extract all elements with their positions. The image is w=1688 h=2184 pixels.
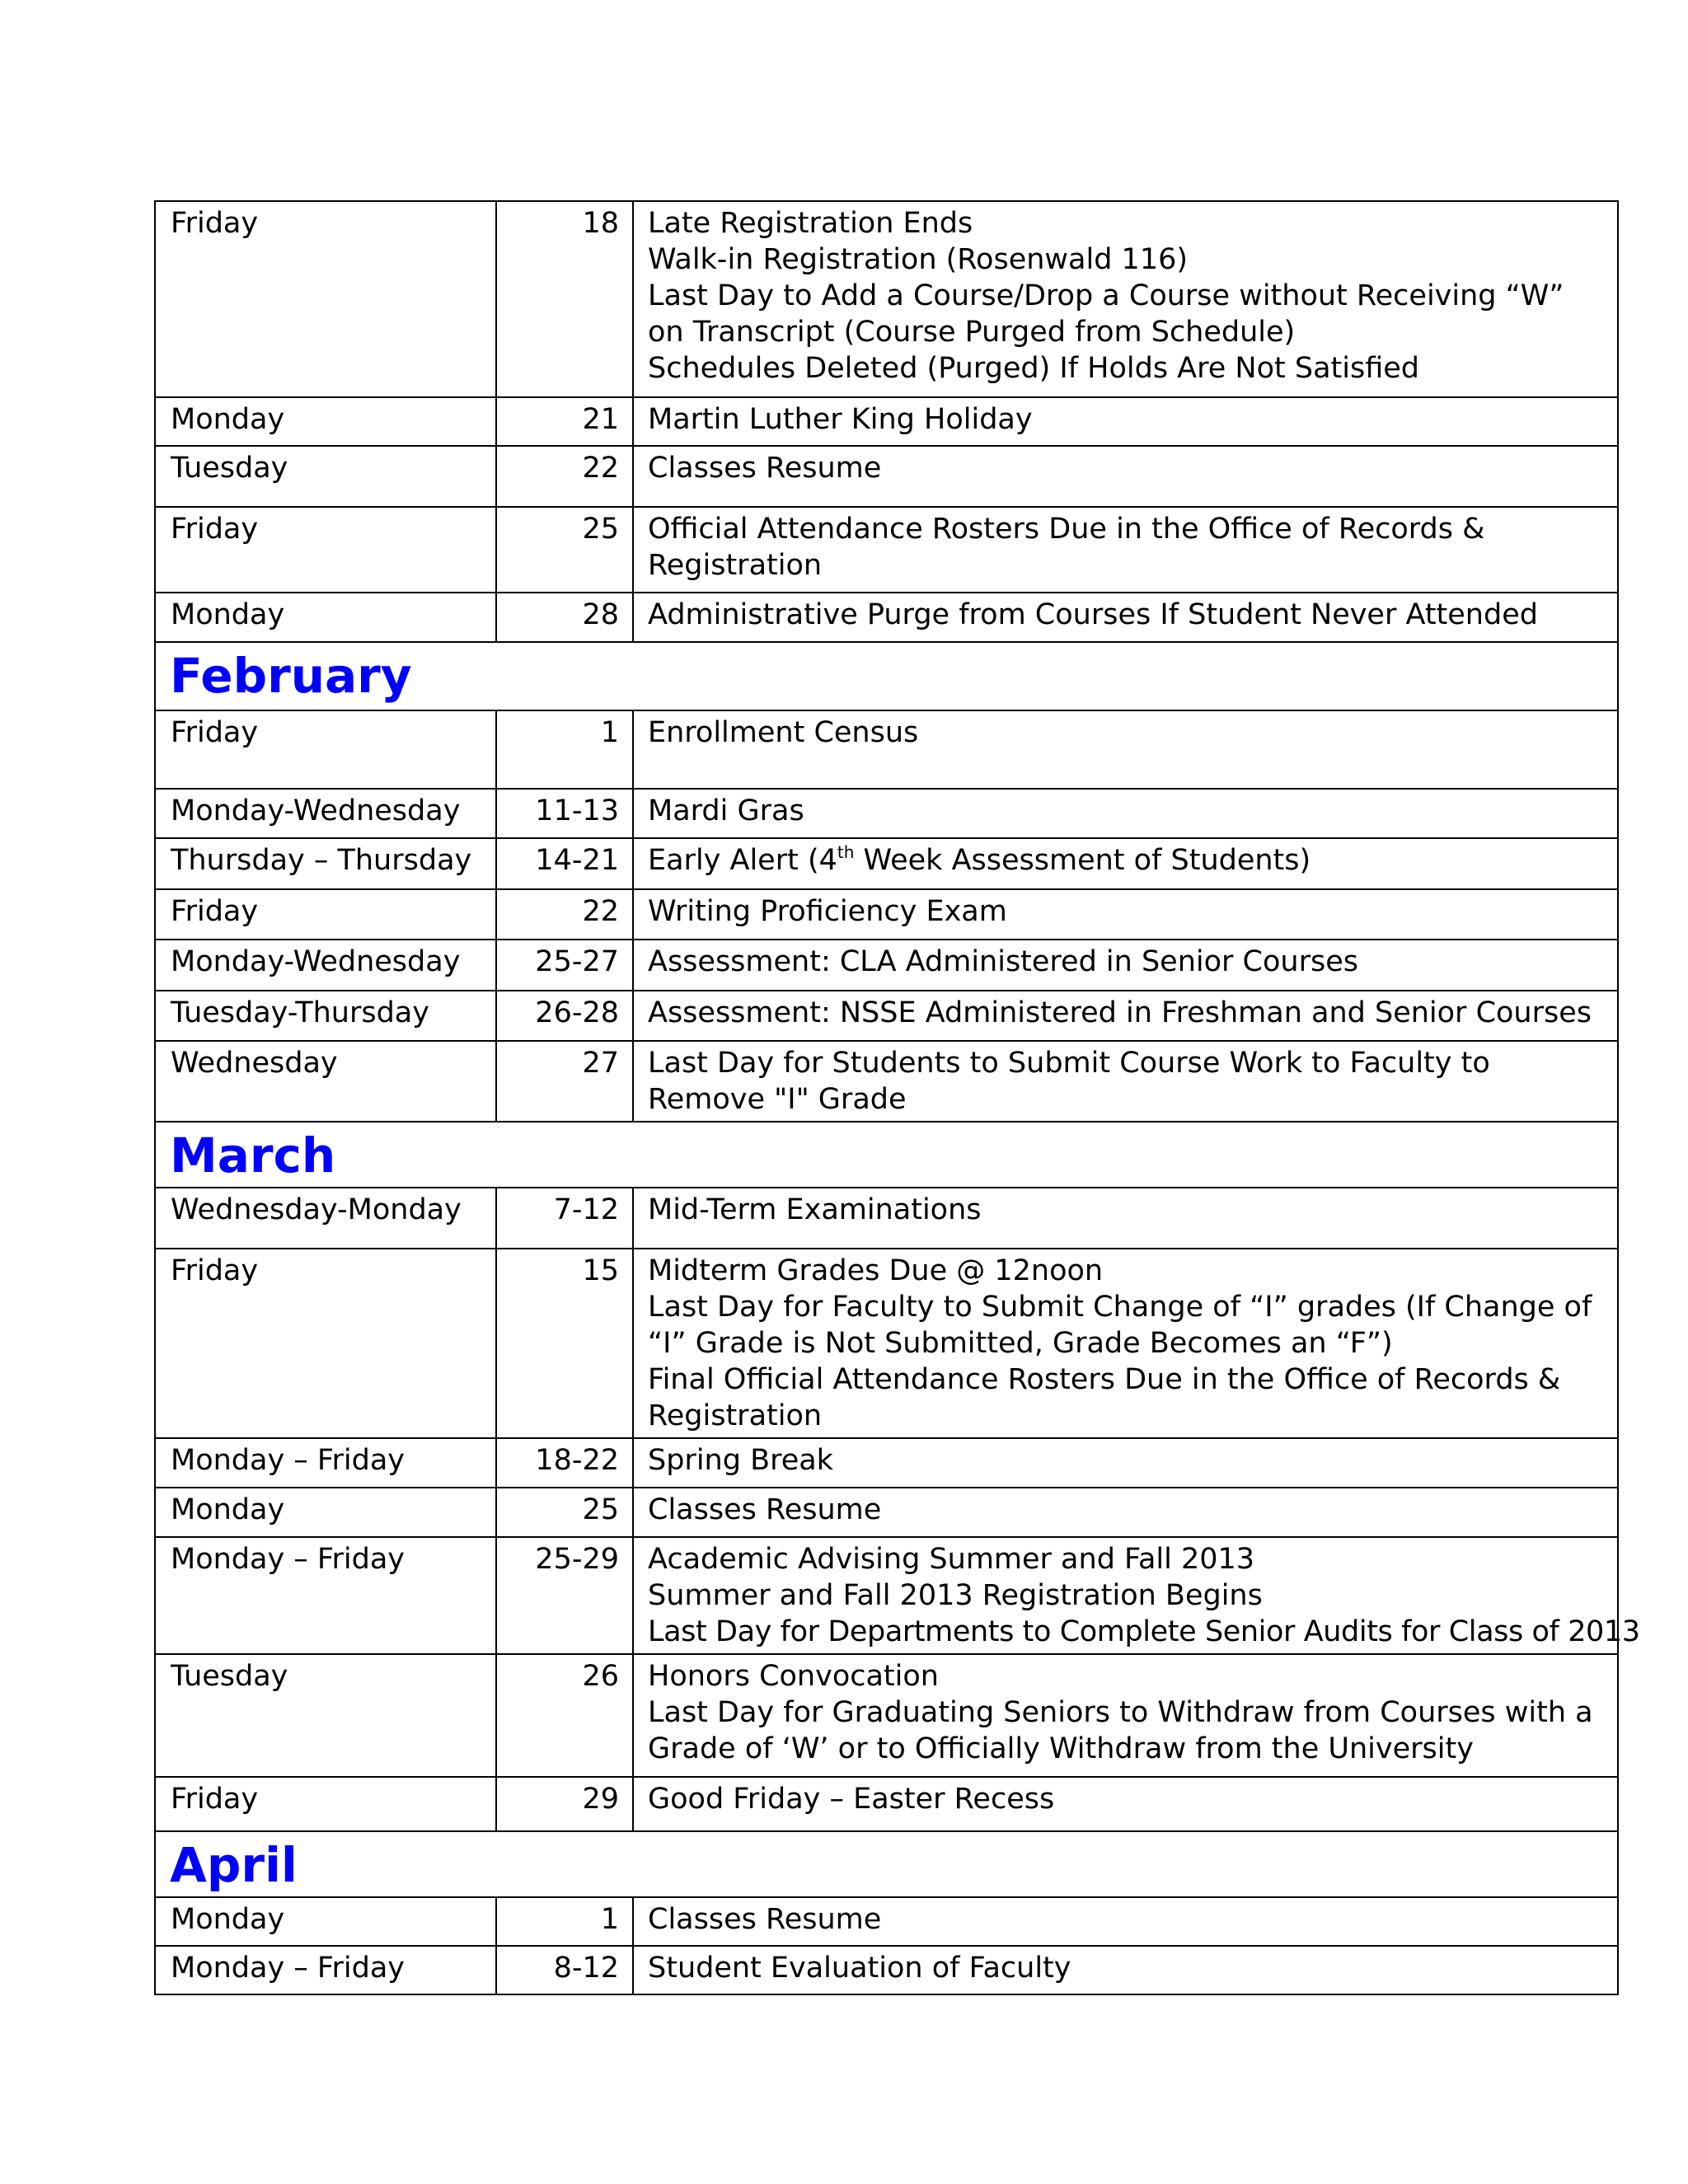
event-text: Assessment: CLA Administered in Senior Courses: [648, 945, 1358, 978]
date-cell: 18-22: [496, 1438, 633, 1488]
day-cell: Monday: [155, 1897, 496, 1946]
table-row: [155, 710, 1618, 789]
table-row: [155, 1897, 1618, 1946]
event-text: Final Official Attendance Rosters Due in the Office of Records & Registration: [648, 1363, 1561, 1432]
date-cell: 1: [496, 1897, 633, 1946]
date-cell: 8-12: [496, 1946, 633, 1994]
event-text: Schedules Deleted (Purged) If Holds Are Not Satisfied: [648, 352, 1419, 385]
day-cell: Wednesday: [155, 1041, 496, 1122]
event-text: Official Attendance Rosters Due in the Office of Records & Registration: [648, 513, 1485, 582]
table-row: [155, 1488, 1618, 1537]
table-row: [155, 1438, 1618, 1488]
table-row: [155, 1041, 1618, 1122]
event-text: Classes Resume: [648, 452, 882, 485]
table-row: [155, 397, 1618, 446]
date-cell: 1: [496, 710, 633, 789]
event-cell: [633, 1946, 1618, 1994]
event-cell: [633, 1537, 1640, 1654]
event-cell: [633, 1249, 1618, 1438]
table-row: [155, 201, 1618, 397]
day-cell: Monday: [155, 397, 496, 446]
event-text: Honors Convocation: [648, 1660, 939, 1693]
event-cell: [633, 397, 1618, 446]
date-cell: 26: [496, 1654, 633, 1777]
table-row: [155, 1777, 1618, 1831]
day-cell: Monday – Friday: [155, 1946, 496, 1994]
event-cell: [633, 991, 1618, 1041]
date-cell: 14-21: [496, 838, 633, 889]
event-text: Administrative Purge from Courses If Student Never Attended: [648, 598, 1538, 631]
event-text: Last Day for Graduating Seniors to Withdraw from Courses with a Grade of ‘W’ or to Officially Withdraw from the University: [648, 1696, 1593, 1765]
day-cell: Monday: [155, 1488, 496, 1537]
table-row: [155, 446, 1618, 507]
event-cell: [633, 940, 1618, 991]
month-header-cell: [155, 1831, 1618, 1897]
date-cell: 25: [496, 1488, 633, 1537]
event-text: Academic Advising Summer and Fall 2013: [648, 1543, 1255, 1576]
event-text-suffix: Week Assessment of Students): [854, 844, 1311, 877]
day-cell: Tuesday: [155, 1654, 496, 1777]
event-text: Last Day for Departments to Complete Senior Audits for Class of 2013: [648, 1615, 1640, 1648]
event-text: Student Evaluation of Faculty: [648, 1952, 1071, 1985]
event-text: Assessment: NSSE Administered in Freshman and Senior Courses: [648, 996, 1592, 1029]
event-text: Mid-Term Examinations: [648, 1193, 982, 1226]
day-cell: Friday: [155, 1249, 496, 1438]
event-cell: [633, 201, 1618, 397]
day-cell: Friday: [155, 889, 496, 940]
month-heading-february: February: [170, 648, 412, 704]
date-cell: 25-29: [496, 1537, 633, 1654]
event-cell: [633, 593, 1618, 642]
date-cell: 27: [496, 1041, 633, 1122]
date-cell: 7-12: [496, 1188, 633, 1249]
day-cell: Thursday – Thursday: [155, 838, 496, 889]
day-cell: Monday-Wednesday: [155, 940, 496, 991]
day-cell: Monday – Friday: [155, 1438, 496, 1488]
table-row: [155, 889, 1618, 940]
event-text: Good Friday – Easter Recess: [648, 1783, 1055, 1816]
table-row: [155, 940, 1618, 991]
day-cell: Monday-Wednesday: [155, 789, 496, 838]
table-row: [155, 1654, 1618, 1777]
table-row: [155, 1249, 1618, 1438]
table-row: [155, 789, 1618, 838]
event-cell: [633, 1438, 1618, 1488]
event-cell: [633, 889, 1618, 940]
event-text: Enrollment Census: [648, 716, 919, 749]
table-row: [155, 593, 1618, 642]
academic-calendar-table: [154, 200, 1640, 1995]
event-text: Classes Resume: [648, 1903, 882, 1936]
date-cell: 25: [496, 507, 633, 593]
month-header-cell: [155, 1122, 1618, 1188]
event-text-prefix: Early Alert (4: [648, 844, 837, 877]
ordinal-superscript: th: [837, 842, 855, 862]
day-cell: Friday: [155, 201, 496, 397]
month-heading-march: March: [170, 1127, 336, 1183]
event-text: Midterm Grades Due @ 12noon: [648, 1254, 1104, 1287]
day-cell: Friday: [155, 1777, 496, 1831]
event-text: Martin Luther King Holiday: [648, 403, 1033, 436]
event-cell: [633, 507, 1618, 593]
day-cell: Friday: [155, 507, 496, 593]
date-cell: 22: [496, 889, 633, 940]
event-cell: [633, 1897, 1618, 1946]
event-text: Writing Proficiency Exam: [648, 895, 1007, 928]
month-header-row: [155, 1122, 1618, 1188]
date-cell: 11-13: [496, 789, 633, 838]
date-cell: 28: [496, 593, 633, 642]
table-row: [155, 1946, 1618, 1994]
table-row: [155, 507, 1618, 593]
day-cell: Monday – Friday: [155, 1537, 496, 1654]
date-cell: 25-27: [496, 940, 633, 991]
month-header-row: [155, 1831, 1618, 1897]
event-cell: [633, 789, 1618, 838]
event-text: Summer and Fall 2013 Registration Begins: [648, 1579, 1263, 1612]
event-text: Late Registration Ends: [648, 207, 973, 240]
day-cell: Tuesday-Thursday: [155, 991, 496, 1041]
date-cell: 15: [496, 1249, 633, 1438]
event-cell: [633, 1777, 1618, 1831]
event-cell: [633, 446, 1618, 507]
event-cell: [633, 710, 1618, 789]
month-header-cell: [155, 642, 1618, 710]
date-cell: 26-28: [496, 991, 633, 1041]
date-cell: 21: [496, 397, 633, 446]
event-cell: [633, 1188, 1618, 1249]
event-text: Spring Break: [648, 1444, 833, 1477]
month-heading-april: April: [170, 1837, 298, 1893]
event-cell: [633, 838, 1618, 889]
day-cell: Tuesday: [155, 446, 496, 507]
date-cell: 18: [496, 201, 633, 397]
day-cell: Friday: [155, 710, 496, 789]
event-text: [648, 842, 1604, 879]
event-text: Last Day for Students to Submit Course Work to Faculty to Remove "I" Grade: [648, 1047, 1490, 1116]
event-cell: [633, 1488, 1618, 1537]
event-text: Last Day for Faculty to Submit Change of “I” grades (If Change of “I” Grade is Not Submitted, Grade Becomes an “F”): [648, 1291, 1592, 1360]
event-cell: [633, 1654, 1618, 1777]
day-cell: Monday: [155, 593, 496, 642]
event-text: Last Day to Add a Course/Drop a Course without Receiving “W” on Transcript (Course Purged from Schedule): [648, 279, 1564, 349]
date-cell: 22: [496, 446, 633, 507]
table-row: [155, 991, 1618, 1041]
table-row: [155, 838, 1618, 889]
table-row: [155, 1188, 1618, 1249]
event-text: Classes Resume: [648, 1493, 882, 1526]
table-row: [155, 1537, 1618, 1654]
date-cell: 29: [496, 1777, 633, 1831]
event-cell: [633, 1041, 1618, 1122]
day-cell: Wednesday-Monday: [155, 1188, 496, 1249]
event-text: Mardi Gras: [648, 794, 804, 827]
month-header-row: [155, 642, 1618, 710]
event-text: Walk-in Registration (Rosenwald 116): [648, 243, 1189, 276]
